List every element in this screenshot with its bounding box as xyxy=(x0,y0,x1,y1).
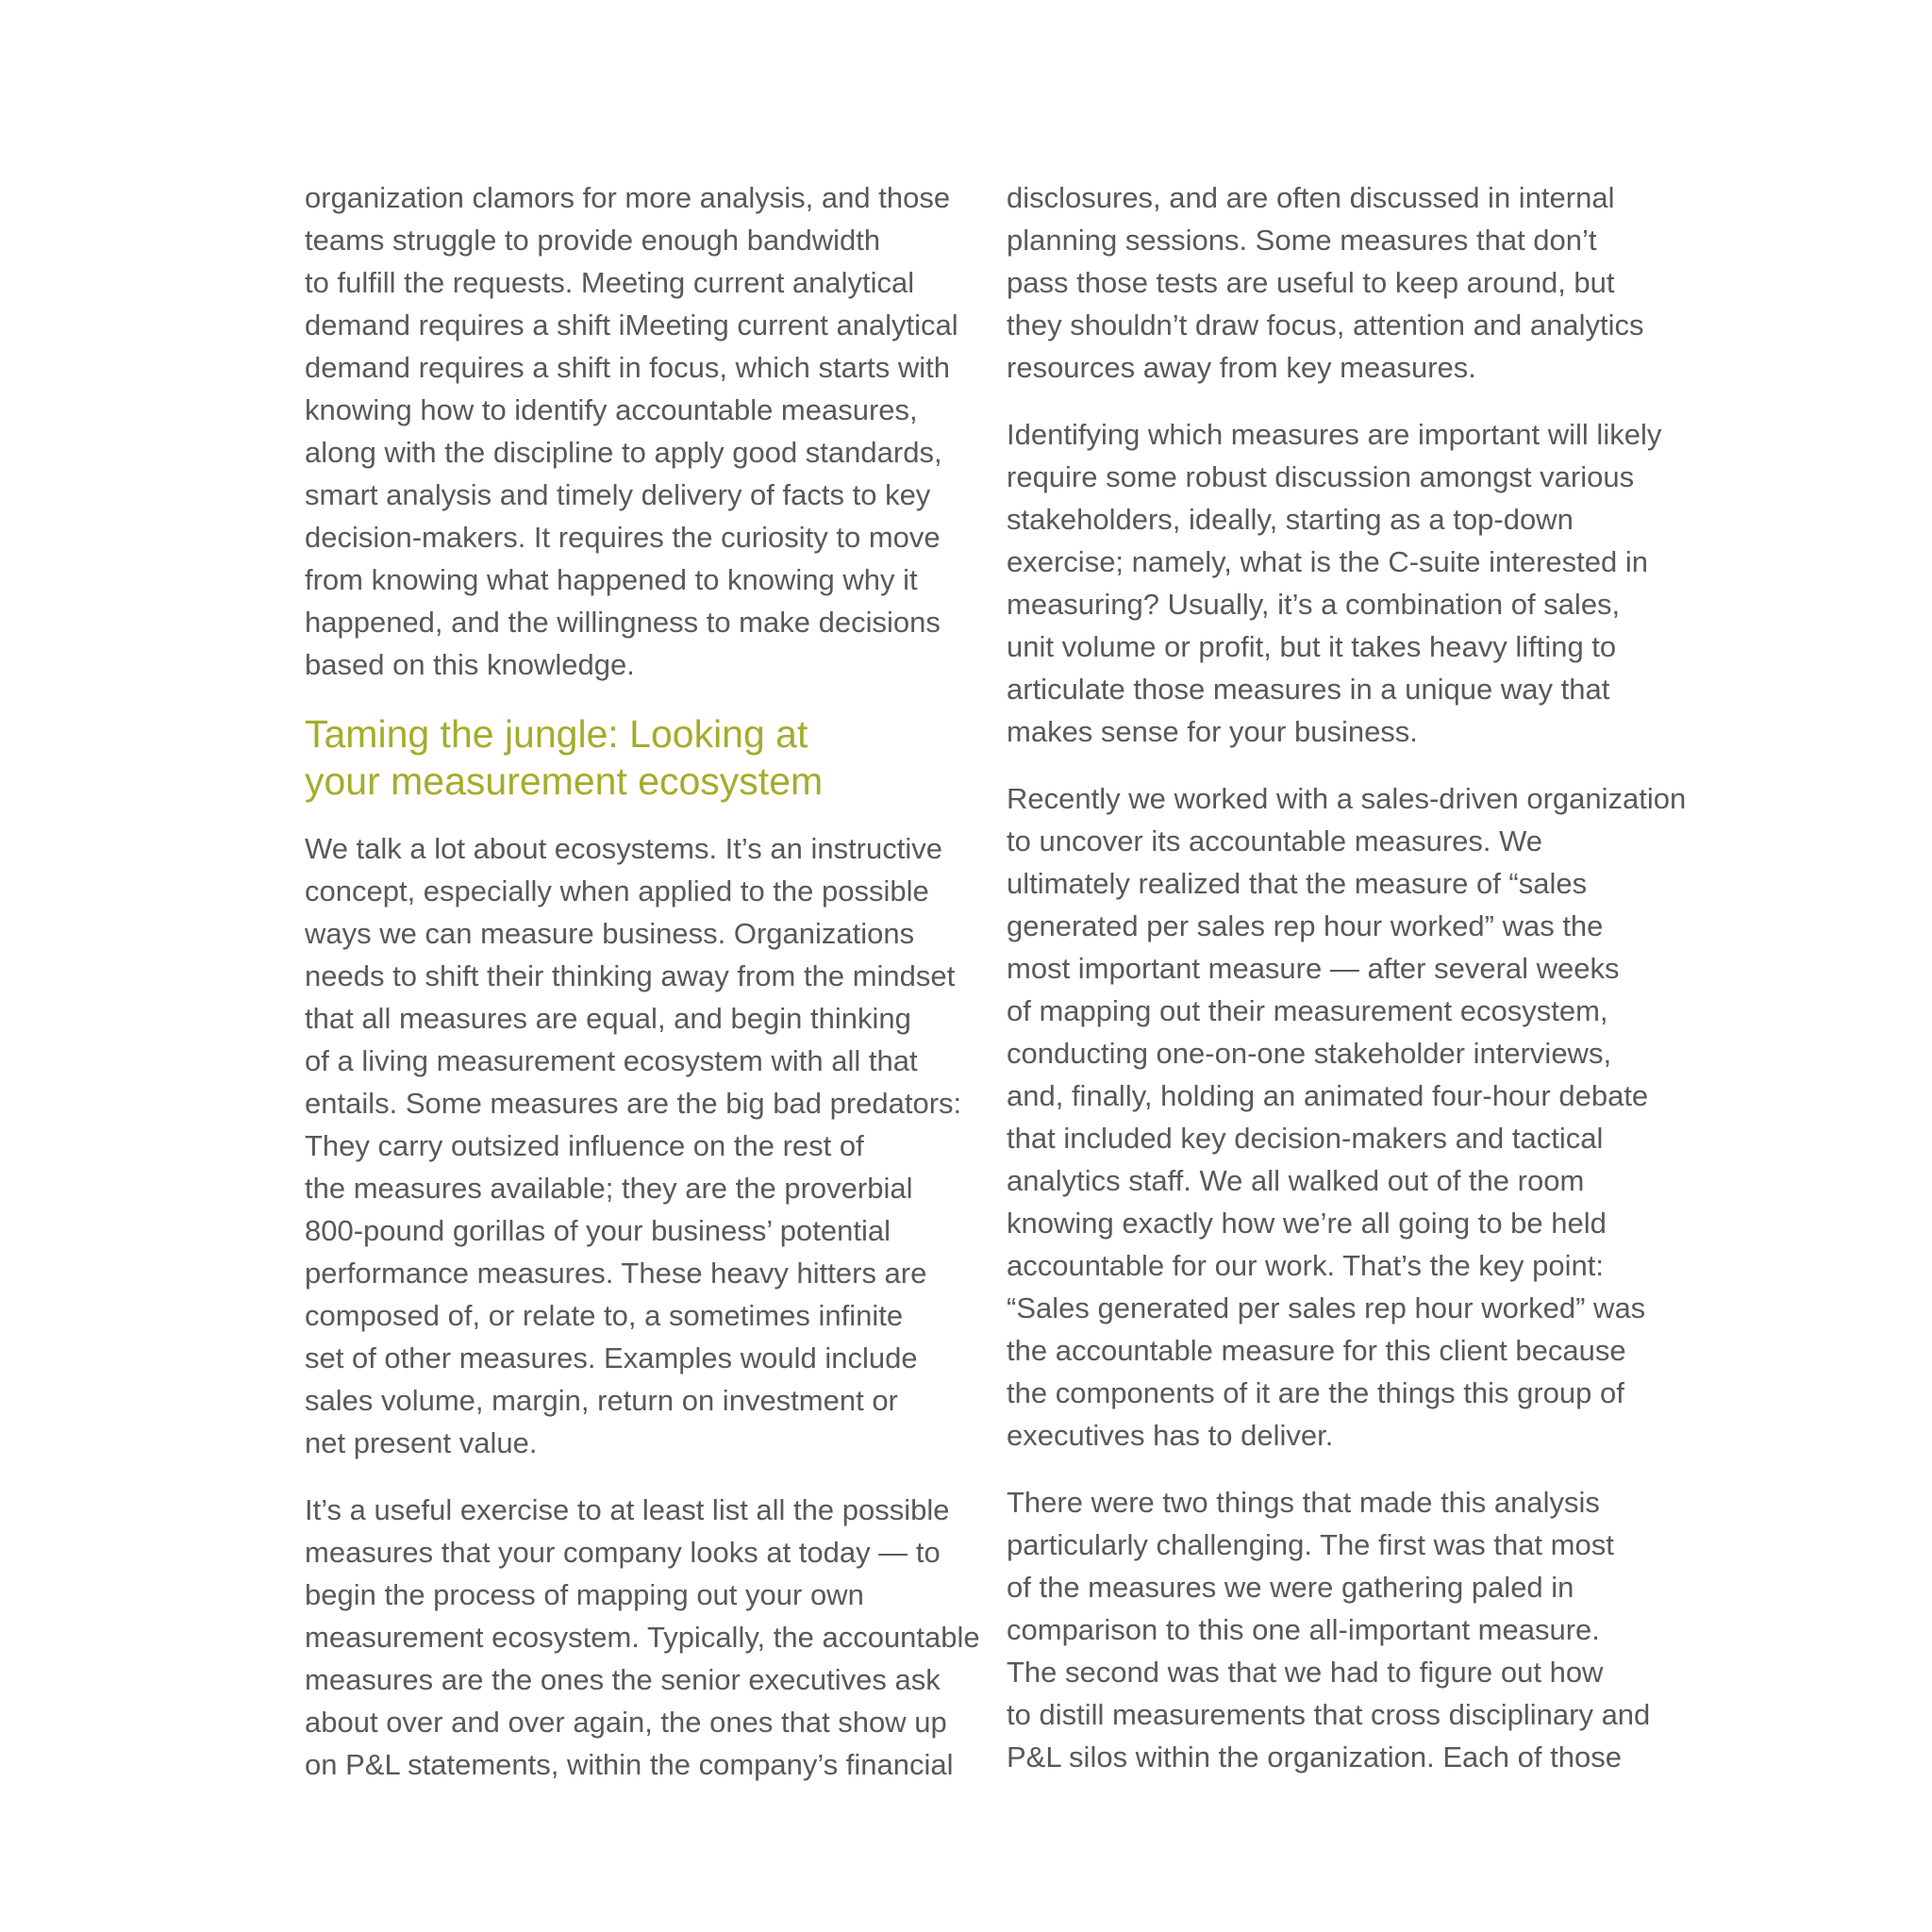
text-line: teams struggle to provide enough bandwidth xyxy=(305,224,881,257)
text-line: the components of it are the things this group of xyxy=(1007,1376,1624,1409)
text-line: of the measures we were gathering paled in xyxy=(1007,1571,1574,1604)
text-line: Recently we worked with a sales-driven organization xyxy=(1007,782,1687,815)
text-line: executives has to deliver. xyxy=(1007,1419,1334,1452)
text-line: knowing exactly how we’re all going to be held xyxy=(1007,1207,1607,1240)
text-line: from knowing what happened to knowing why it xyxy=(305,563,918,596)
text-line: stakeholders, ideally, starting as a top-down xyxy=(1007,503,1574,536)
text-line: measures that your company looks at today — to xyxy=(305,1536,941,1569)
text-line: ways we can measure business. Organizations xyxy=(305,917,915,950)
text-line: and, finally, holding an animated four-hour debate xyxy=(1007,1079,1649,1112)
text-line: concept, especially when applied to the possible xyxy=(305,874,929,908)
left-column xyxy=(305,176,980,1810)
text-line: measuring? Usually, it’s a combination of sales, xyxy=(1007,588,1621,621)
text-line: comparison to this one all-important measure. xyxy=(1007,1613,1600,1646)
text-line: the accountable measure for this client because xyxy=(1007,1334,1626,1367)
text-line: particularly challenging. The first was that most xyxy=(1007,1528,1614,1561)
text-line: measurement ecosystem. Typically, the accountable xyxy=(305,1621,980,1654)
text-line: knowing how to identify accountable measures, xyxy=(305,393,918,426)
identifying-paragraph xyxy=(1007,413,1662,753)
text-line: articulate those measures in a unique way that xyxy=(1007,673,1610,706)
right-column xyxy=(1007,176,1687,1803)
challenge-paragraph xyxy=(1007,1481,1657,1778)
text-line: sales volume, margin, return on investment or xyxy=(305,1384,898,1417)
text-line: measures are the ones the senior executives ask xyxy=(305,1663,941,1696)
heading-line: Taming the jungle: Looking at xyxy=(305,712,808,756)
text-line: demand requires a shift in focus, which starts with xyxy=(305,351,951,384)
section-heading xyxy=(305,710,956,805)
text-line: composed of, or relate to, a sometimes infinite xyxy=(305,1299,904,1332)
text-line: begin the process of mapping out your own xyxy=(305,1578,864,1611)
text-line: It’s a useful exercise to at least list all the possible xyxy=(305,1493,950,1526)
text-line: Identifying which measures are important will likely xyxy=(1007,418,1662,451)
text-line: entails. Some measures are the big bad predators: xyxy=(305,1087,962,1120)
text-line: that included key decision-makers and tactical xyxy=(1007,1122,1604,1155)
ecosystem-paragraph xyxy=(305,827,962,1464)
text-line: the measures available; they are the proverbial xyxy=(305,1172,913,1205)
text-line: analytics staff. We all walked out of the room xyxy=(1007,1164,1585,1197)
text-line: they shouldn’t draw focus, attention and analytics xyxy=(1007,308,1644,341)
text-line: conducting one-on-one stakeholder interviews, xyxy=(1007,1037,1612,1070)
text-line: demand requires a shift iMeeting current analytical xyxy=(305,308,958,341)
text-line: set of other measures. Examples would include xyxy=(305,1341,918,1374)
heading-line: your measurement ecosystem xyxy=(305,759,824,803)
text-line: 800-pound gorillas of your business’ potential xyxy=(305,1214,891,1247)
text-line: generated per sales rep hour worked” was the xyxy=(1007,909,1604,942)
text-line: of a living measurement ecosystem with all that xyxy=(305,1044,918,1077)
text-line: to fulfill the requests. Meeting current analytical xyxy=(305,266,915,299)
text-line: unit volume or profit, but it takes heavy lifting to xyxy=(1007,630,1617,663)
text-line: most important measure — after several weeks xyxy=(1007,952,1620,985)
text-line: performance measures. These heavy hitters are xyxy=(305,1257,927,1290)
text-line: about over and over again, the ones that show up xyxy=(305,1706,947,1739)
text-line: organization clamors for more analysis, and those xyxy=(305,181,951,214)
text-line: disclosures, and are often discussed in internal xyxy=(1007,181,1615,214)
continuation-paragraph xyxy=(1007,176,1657,389)
text-line: based on this knowledge. xyxy=(305,648,635,681)
text-line: of mapping out their measurement ecosystem, xyxy=(1007,994,1608,1027)
text-line: There were two things that made this analysis xyxy=(1007,1486,1600,1519)
text-line: accountable for our work. That’s the key point: xyxy=(1007,1249,1604,1282)
text-line: pass those tests are useful to keep around, but xyxy=(1007,266,1615,299)
intro-paragraph xyxy=(305,176,956,686)
text-line: along with the discipline to apply good standards, xyxy=(305,436,942,469)
text-line: needs to shift their thinking away from the mindset xyxy=(305,959,956,992)
text-line: on P&L statements, within the company’s financial xyxy=(305,1748,954,1781)
text-line: planning sessions. Some measures that don’t xyxy=(1007,224,1597,257)
text-line: “Sales generated per sales rep hour worked” was xyxy=(1007,1291,1646,1324)
exercise-paragraph xyxy=(305,1489,980,1786)
text-line: to uncover its accountable measures. We xyxy=(1007,824,1543,858)
text-line: happened, and the willingness to make decisions xyxy=(305,606,941,639)
text-line: ultimately realized that the measure of “sales xyxy=(1007,867,1588,900)
text-line: The second was that we had to figure out how xyxy=(1007,1656,1604,1689)
text-line: makes sense for your business. xyxy=(1007,715,1418,748)
text-line: smart analysis and timely delivery of facts to key xyxy=(305,478,931,511)
text-line: require some robust discussion amongst various xyxy=(1007,460,1635,493)
text-line: resources away from key measures. xyxy=(1007,351,1476,384)
case-paragraph xyxy=(1007,777,1687,1457)
text-line: We talk a lot about ecosystems. It’s an instructive xyxy=(305,832,942,865)
text-line: decision-makers. It requires the curiosity to move xyxy=(305,521,941,554)
text-line: They carry outsized influence on the rest of xyxy=(305,1129,864,1162)
text-line: exercise; namely, what is the C-suite interested in xyxy=(1007,545,1649,578)
text-line: net present value. xyxy=(305,1426,538,1459)
text-line: to distill measurements that cross disciplinary and xyxy=(1007,1698,1651,1731)
text-line: that all measures are equal, and begin thinking xyxy=(305,1002,911,1035)
text-line: P&L silos within the organization. Each of those xyxy=(1007,1740,1622,1774)
